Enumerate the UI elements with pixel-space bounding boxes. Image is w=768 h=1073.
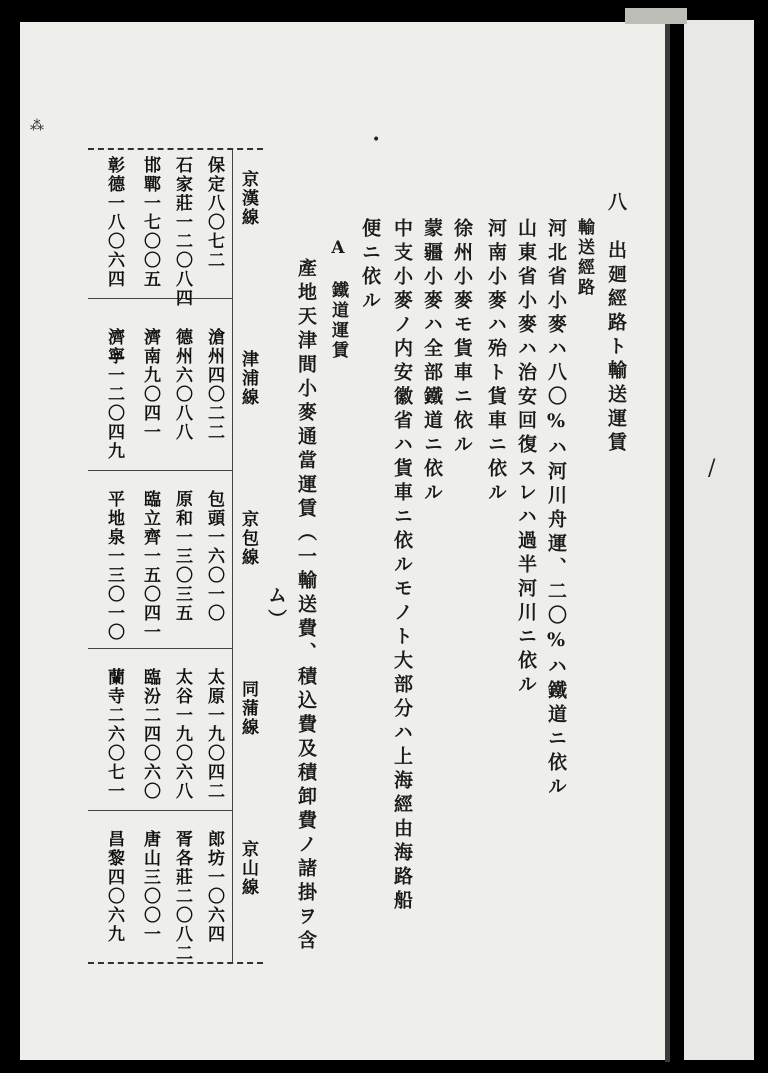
fare-value: 一六〇一〇 (204, 528, 224, 623)
station-name: 唐山 (140, 830, 160, 868)
body-line: 產地天津間小麥通當運賃（一輸送費、積込費及積卸費ノ諸掛ヲ含 (295, 258, 317, 954)
fare-value: 三〇〇一 (140, 868, 160, 944)
table-header-line: 京山線 (238, 840, 258, 897)
table-cell (170, 328, 194, 442)
table-cell (138, 668, 162, 801)
fare-value: 八〇七二 (204, 194, 224, 270)
adjacent-page (684, 20, 754, 1060)
table-cell (170, 156, 194, 308)
fare-value: 一三〇三五 (172, 528, 192, 623)
fare-value: 一七〇〇五 (140, 194, 160, 289)
table-cell (138, 830, 162, 944)
fare-value: 二六〇七一 (104, 706, 124, 801)
pencil-mark: / (708, 456, 716, 481)
station-name: 包頭 (204, 490, 224, 528)
fare-value: 一九〇四二 (204, 706, 224, 801)
station-name: 濟南 (140, 328, 160, 366)
margin-mark: ⁂ (30, 118, 44, 134)
table-cell (102, 328, 126, 461)
fare-value: 九〇四一 (140, 366, 160, 442)
station-name: 原和 (172, 490, 192, 528)
station-name: 臨立齊 (140, 490, 160, 547)
fare-value: 一八〇六四 (104, 194, 124, 289)
table-cell (170, 830, 194, 963)
station-name: 濟寧 (104, 328, 124, 366)
station-name: 邯鄲 (140, 156, 160, 194)
station-name: 太原 (204, 668, 224, 706)
table-header-line: 京漢線 (238, 170, 258, 227)
body-line: 河南小麥ハ殆ト貨車ニ依ル (485, 218, 507, 506)
table-header-line: 津浦線 (238, 350, 258, 407)
station-name: 石家莊 (172, 156, 192, 213)
table-cell (202, 668, 226, 801)
station-name: 昌黎 (104, 830, 124, 868)
station-name: 蘭寺 (104, 668, 124, 706)
fare-value: 一二〇四九 (104, 366, 124, 461)
table-cell (202, 328, 226, 442)
fare-value: 一九〇六八 (172, 706, 192, 801)
station-name: 彰德 (104, 156, 124, 194)
fare-value: 二四〇六〇 (140, 706, 160, 801)
station-name: 太谷 (172, 668, 192, 706)
table-cell (202, 490, 226, 623)
station-name: 郎坊 (204, 830, 224, 868)
fare-value: 六〇八八 (172, 366, 192, 442)
fare-value: 一三〇一〇 (104, 547, 124, 642)
page-divider (670, 18, 684, 1062)
station-name: 保定 (204, 156, 224, 194)
table-cell (170, 490, 194, 623)
fare-value: 四〇六九 (104, 868, 124, 944)
table-cell (170, 668, 194, 801)
subheading-rail-fare: A 鐵道運賃 (328, 238, 348, 361)
table-cell (138, 490, 162, 642)
table-cell (102, 668, 126, 801)
station-name: 臨汾 (140, 668, 160, 706)
body-line: 徐州小麥モ貨車ニ依ル (451, 218, 473, 458)
fare-value: 四〇二二 (204, 366, 224, 442)
station-name: 滄州 (204, 328, 224, 366)
section-heading: 八 出廻經路ト輸送運賃 (605, 192, 627, 456)
station-name: 胥各莊 (172, 830, 192, 887)
fare-value: 一五〇四一 (140, 547, 160, 642)
station-name: 德州 (172, 328, 192, 366)
table-cell (102, 490, 126, 642)
table-cell (102, 830, 126, 944)
table-cell (138, 156, 162, 289)
table-cell (202, 156, 226, 270)
fare-value: 一二〇八四 (172, 213, 192, 308)
fare-value: 二〇八二 (172, 887, 192, 963)
fare-table (88, 148, 263, 964)
table-cell (138, 328, 162, 442)
fare-value: 一〇六四 (204, 868, 224, 944)
body-line: ム） (265, 585, 287, 633)
body-line: 便ニ依ル (359, 218, 381, 314)
dot-mark: • (372, 132, 381, 148)
body-line: 河北省小麥ハ八〇%ハ河川舟運、二〇%ハ鐵道ニ依ル (545, 218, 567, 800)
body-line: 山東省小麥ハ治安回復スレハ過半河川ニ依ル (515, 218, 537, 698)
table-cell (202, 830, 226, 944)
table-cell (102, 156, 126, 289)
table-header-line: 同蒲線 (238, 680, 258, 737)
corner-tab (625, 8, 687, 24)
subheading-route: 輸送經路 (574, 218, 594, 298)
body-line: 蒙疆小麥ハ全部鐵道ニ依ル (421, 218, 443, 506)
station-name: 平地泉 (104, 490, 124, 547)
table-header-line: 京包線 (238, 510, 258, 567)
body-line: 中支小麥ノ内安徽省ハ貨車ニ依ルモノト大部分ハ上海經由海路船 (391, 218, 413, 914)
